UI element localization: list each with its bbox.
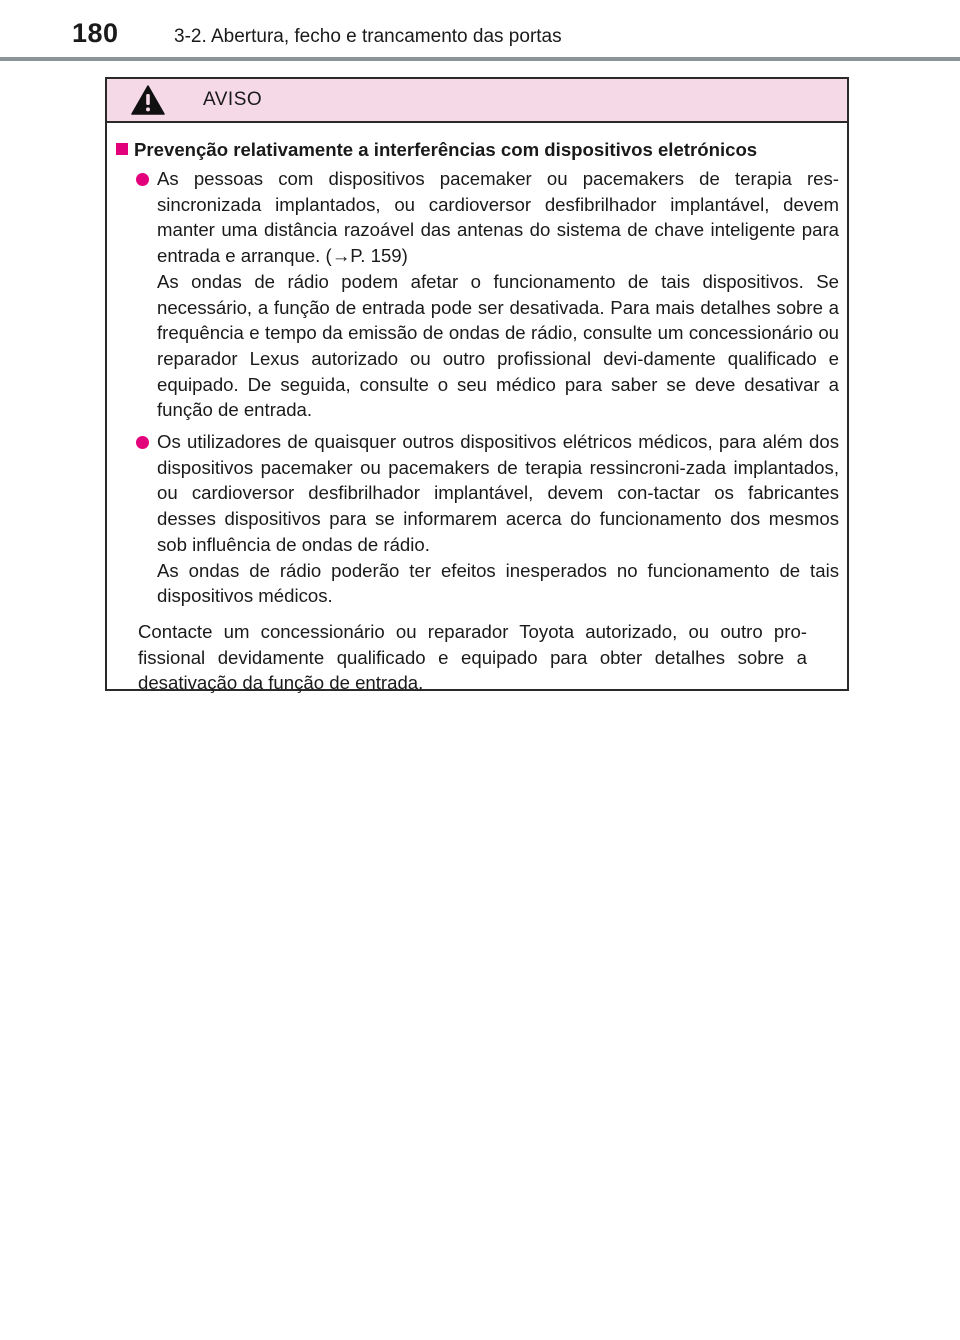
header-divider bbox=[0, 57, 960, 61]
square-bullet-icon bbox=[116, 143, 128, 155]
paragraph: As ondas de rádio poderão ter efeitos inesperados no funcionamento de tais dispositivos médicos. bbox=[157, 559, 839, 607]
circle-bullet-icon bbox=[136, 436, 149, 449]
circle-bullet-icon bbox=[136, 173, 149, 186]
warning-subheading bbox=[116, 137, 839, 162]
closing-note bbox=[116, 619, 839, 696]
page-header bbox=[0, 0, 960, 64]
list-item bbox=[116, 166, 839, 423]
page-number: 180 bbox=[72, 18, 119, 48]
paragraph: As ondas de rádio podem afetar o funcionamento de tais dispositivos. Se necessário, a função de entrada pode ser desativada. Para mais detalhes sobre a frequência e tempo da emissão de ondas de rádio, consulte um concessionário ou reparador Lexus autorizado ou outro profissional devi-damente qualificado e equipado. De seguida, consulte o seu médico para saber se deve desativar a função de entrada. bbox=[157, 270, 839, 421]
paragraph: As pessoas com dispositivos pacemaker ou pacemakers de terapia res-sincronizada implantados, ou cardioversor desfibrilhador implantável, devem manter uma distância razoável das antenas do sistema de chave inteligente para entrada e arranque. (→P. 159) bbox=[157, 168, 839, 267]
warning-box bbox=[105, 77, 849, 694]
warning-title: AVISO bbox=[203, 89, 263, 110]
subheading-text: Prevenção relativamente a interferências com dispositivos eletrónicos bbox=[134, 139, 758, 160]
paragraph: Os utilizadores de quaisquer outros dispositivos elétricos médicos, para além dos dispositivos pacemaker ou pacemakers de terapia ressincroni-zada implantados, ou cardioversor desfibrilhador implantável, devem con-tactar os fabricantes desses dispositivos para se informarem acerca do funcionamento dos mesmos sob influência de ondas de rádio. bbox=[157, 431, 839, 555]
warning-triangle-icon bbox=[131, 85, 165, 115]
closing-paragraph: Contacte um concessionário ou reparador Toyota autorizado, ou outro pro-fissional devidamente qualificado e equipado para obter detalhes sobre a desativação da função de entrada. bbox=[138, 620, 807, 694]
warning-body bbox=[107, 123, 847, 696]
section-title: 3-2. Abertura, fecho e trancamento das portas bbox=[174, 26, 562, 47]
list-item bbox=[116, 429, 839, 609]
warning-header bbox=[107, 79, 847, 123]
